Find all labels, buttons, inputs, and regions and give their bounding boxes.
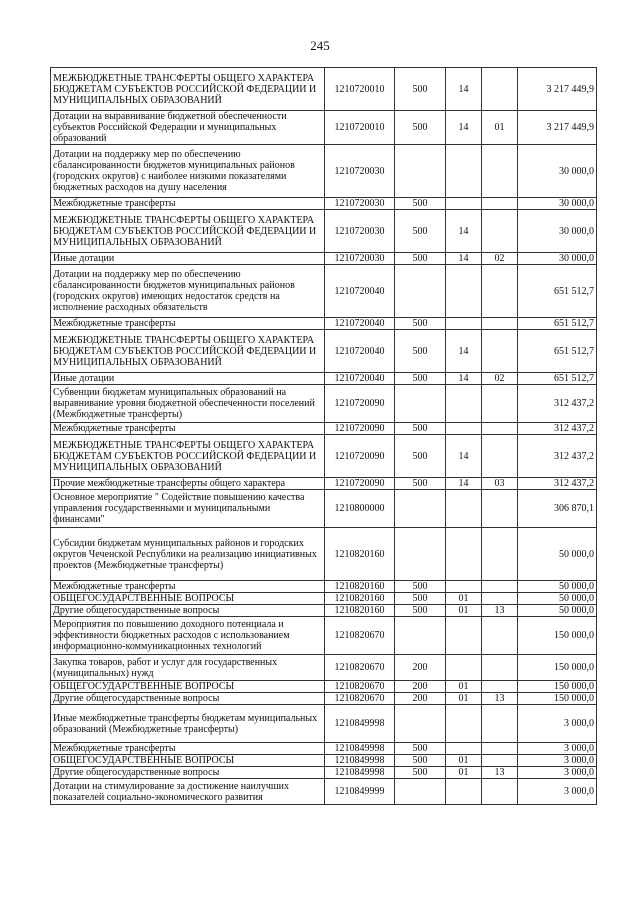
row-target-article: 1210720010	[325, 68, 395, 111]
row-target-article: 1210720090	[325, 435, 395, 478]
row-target-article: 1210720030	[325, 145, 395, 198]
row-name: ОБЩЕГОСУДАРСТВЕННЫЕ ВОПРОСЫ	[51, 755, 325, 767]
row-target-article: 1210720090	[325, 385, 395, 423]
row-expense-type: 500	[395, 755, 446, 767]
row-amount: 306 870,1	[518, 490, 597, 528]
row-name: Межбюджетные трансферты	[51, 318, 325, 330]
table-row	[51, 423, 597, 435]
row-section: 14	[446, 253, 482, 265]
table-row	[51, 593, 597, 605]
row-target-article: 1210720040	[325, 265, 395, 318]
table-row	[51, 198, 597, 210]
row-subsection: 13	[482, 605, 518, 617]
row-section: 14	[446, 478, 482, 490]
row-amount: 30 000,0	[518, 253, 597, 265]
row-expense-type	[395, 617, 446, 655]
row-subsection	[482, 528, 518, 581]
row-target-article: 1210720090	[325, 423, 395, 435]
row-subsection	[482, 318, 518, 330]
row-subsection	[482, 779, 518, 805]
row-expense-type: 500	[395, 593, 446, 605]
row-target-article: 1210720040	[325, 373, 395, 385]
table-row	[51, 581, 597, 593]
row-subsection	[482, 435, 518, 478]
row-expense-type: 500	[395, 198, 446, 210]
table-row	[51, 767, 597, 779]
row-section	[446, 423, 482, 435]
row-name: Закупка товаров, работ и услуг для государственных (муниципальных) нужд	[51, 655, 325, 681]
row-amount: 150 000,0	[518, 655, 597, 681]
row-target-article: 1210720010	[325, 111, 395, 145]
row-amount: 3 000,0	[518, 755, 597, 767]
table-row	[51, 655, 597, 681]
row-expense-type: 500	[395, 605, 446, 617]
row-expense-type: 500	[395, 210, 446, 253]
row-subsection	[482, 755, 518, 767]
row-subsection: 01	[482, 111, 518, 145]
table-row	[51, 693, 597, 705]
row-section: 01	[446, 755, 482, 767]
table-row	[51, 210, 597, 253]
row-target-article: 1210820670	[325, 681, 395, 693]
row-section	[446, 145, 482, 198]
row-subsection: 02	[482, 253, 518, 265]
row-subsection	[482, 581, 518, 593]
row-name: Иные дотации	[51, 253, 325, 265]
row-expense-type: 500	[395, 767, 446, 779]
row-name: Дотации на поддержку мер по обеспечению сбалансированности бюджетов муниципальных районов (городских округов) имеющих недостаток средств на исполнение расходных обязательств	[51, 265, 325, 318]
table-row	[51, 779, 597, 805]
table-row	[51, 681, 597, 693]
row-amount: 3 000,0	[518, 779, 597, 805]
row-expense-type: 500	[395, 373, 446, 385]
row-subsection	[482, 423, 518, 435]
row-name: Другие общегосударственные вопросы	[51, 767, 325, 779]
row-name: Межбюджетные трансферты	[51, 743, 325, 755]
table-row	[51, 617, 597, 655]
row-amount: 312 437,2	[518, 478, 597, 490]
row-amount: 312 437,2	[518, 423, 597, 435]
row-target-article: 1210849998	[325, 743, 395, 755]
row-section	[446, 655, 482, 681]
row-name: МЕЖБЮДЖЕТНЫЕ ТРАНСФЕРТЫ ОБЩЕГО ХАРАКТЕРА БЮДЖЕТАМ СУБЪЕКТОВ РОССИЙСКОЙ ФЕДЕРАЦИИ И МУНИЦИПАЛЬНЫХ ОБРАЗОВАНИЙ	[51, 68, 325, 111]
table-row	[51, 145, 597, 198]
row-amount: 3 217 449,9	[518, 111, 597, 145]
table-row	[51, 385, 597, 423]
row-amount: 3 000,0	[518, 743, 597, 755]
row-subsection	[482, 705, 518, 743]
table-row	[51, 253, 597, 265]
table-row	[51, 743, 597, 755]
row-target-article: 1210820160	[325, 593, 395, 605]
row-subsection	[482, 593, 518, 605]
row-expense-type: 500	[395, 330, 446, 373]
row-subsection	[482, 743, 518, 755]
row-subsection	[482, 265, 518, 318]
row-subsection	[482, 490, 518, 528]
budget-table-body	[51, 68, 597, 805]
row-section	[446, 490, 482, 528]
row-subsection: 03	[482, 478, 518, 490]
row-name: Межбюджетные трансферты	[51, 198, 325, 210]
row-section: 14	[446, 330, 482, 373]
row-subsection: 13	[482, 767, 518, 779]
row-section	[446, 779, 482, 805]
row-section: 14	[446, 210, 482, 253]
row-amount: 30 000,0	[518, 198, 597, 210]
table-row	[51, 111, 597, 145]
row-expense-type: 500	[395, 111, 446, 145]
row-name: ОБЩЕГОСУДАРСТВЕННЫЕ ВОПРОСЫ	[51, 681, 325, 693]
row-amount: 651 512,7	[518, 265, 597, 318]
row-amount: 150 000,0	[518, 693, 597, 705]
row-name: Иные межбюджетные трансферты бюджетам муниципальных образований (Межбюджетные трансферты)	[51, 705, 325, 743]
row-subsection	[482, 617, 518, 655]
row-name: МЕЖБЮДЖЕТНЫЕ ТРАНСФЕРТЫ ОБЩЕГО ХАРАКТЕРА БЮДЖЕТАМ СУБЪЕКТОВ РОССИЙСКОЙ ФЕДЕРАЦИИ И МУНИЦИПАЛЬНЫХ ОБРАЗОВАНИЙ	[51, 435, 325, 478]
row-amount: 150 000,0	[518, 681, 597, 693]
row-expense-type: 500	[395, 478, 446, 490]
row-expense-type: 500	[395, 318, 446, 330]
row-subsection	[482, 210, 518, 253]
table-row	[51, 265, 597, 318]
row-amount: 50 000,0	[518, 605, 597, 617]
row-target-article: 1210849998	[325, 705, 395, 743]
row-amount: 3 000,0	[518, 705, 597, 743]
row-name: Иные дотации	[51, 373, 325, 385]
row-section	[446, 385, 482, 423]
row-amount: 50 000,0	[518, 528, 597, 581]
table-row	[51, 435, 597, 478]
table-row	[51, 318, 597, 330]
row-amount: 30 000,0	[518, 210, 597, 253]
row-name: Субсидии бюджетам муниципальных районов и городских округов Чеченской Республики на реализацию инициативных проектов (Межбюджетные трансферты)	[51, 528, 325, 581]
row-subsection	[482, 330, 518, 373]
row-target-article: 1210820670	[325, 655, 395, 681]
row-name: Другие общегосударственные вопросы	[51, 605, 325, 617]
row-target-article: 1210820160	[325, 528, 395, 581]
row-expense-type: 200	[395, 655, 446, 681]
row-section: 01	[446, 767, 482, 779]
row-target-article: 1210820670	[325, 617, 395, 655]
page-number: 245	[310, 38, 330, 53]
row-section: 14	[446, 435, 482, 478]
row-section	[446, 265, 482, 318]
row-name: Дотации на поддержку мер по обеспечению сбалансированности бюджетов муниципальных районов (городских округов) с наиболее низкими показателями бюджетных расходов на душу населения	[51, 145, 325, 198]
row-target-article: 1210720030	[325, 198, 395, 210]
table-row	[51, 755, 597, 767]
budget-table	[50, 67, 597, 805]
row-subsection	[482, 198, 518, 210]
row-name: Межбюджетные трансферты	[51, 423, 325, 435]
row-section: 14	[446, 111, 482, 145]
row-section: 01	[446, 693, 482, 705]
row-amount: 30 000,0	[518, 145, 597, 198]
row-expense-type	[395, 385, 446, 423]
row-target-article: 1210849998	[325, 755, 395, 767]
row-amount: 651 512,7	[518, 330, 597, 373]
row-name: Другие общегосударственные вопросы	[51, 693, 325, 705]
row-section	[446, 705, 482, 743]
table-row	[51, 68, 597, 111]
row-subsection	[482, 385, 518, 423]
row-name: Межбюджетные трансферты	[51, 581, 325, 593]
row-subsection: 13	[482, 693, 518, 705]
row-name: МЕЖБЮДЖЕТНЫЕ ТРАНСФЕРТЫ ОБЩЕГО ХАРАКТЕРА БЮДЖЕТАМ СУБЪЕКТОВ РОССИЙСКОЙ ФЕДЕРАЦИИ И МУНИЦИПАЛЬНЫХ ОБРАЗОВАНИЙ	[51, 330, 325, 373]
row-target-article: 1210720030	[325, 210, 395, 253]
row-name: Дотации на выравнивание бюджетной обеспеченности субъектов Российской Федерации и муниципальных образований	[51, 111, 325, 145]
row-name: Основное мероприятие " Содействие повышению качества управления государственными и муниципальными финансами"	[51, 490, 325, 528]
row-amount: 50 000,0	[518, 593, 597, 605]
row-target-article: 1210720090	[325, 478, 395, 490]
row-section	[446, 617, 482, 655]
row-expense-type: 200	[395, 693, 446, 705]
row-expense-type: 200	[395, 681, 446, 693]
row-name: Субвенции бюджетам муниципальных образований на выравнивание уровня бюджетной обеспеченности поселений (Межбюджетные трансферты)	[51, 385, 325, 423]
row-expense-type: 500	[395, 743, 446, 755]
row-expense-type	[395, 265, 446, 318]
row-section	[446, 581, 482, 593]
row-name: Прочие межбюджетные трансферты общего характера	[51, 478, 325, 490]
row-name: Дотации на стимулирование за достижение наилучших показателей социально-экономического развития	[51, 779, 325, 805]
row-expense-type: 500	[395, 435, 446, 478]
table-row	[51, 490, 597, 528]
table-row	[51, 373, 597, 385]
row-expense-type	[395, 528, 446, 581]
row-section: 01	[446, 593, 482, 605]
row-subsection	[482, 655, 518, 681]
row-amount: 50 000,0	[518, 581, 597, 593]
row-expense-type: 500	[395, 253, 446, 265]
row-subsection	[482, 681, 518, 693]
row-amount: 651 512,7	[518, 373, 597, 385]
table-row	[51, 705, 597, 743]
row-subsection	[482, 68, 518, 111]
row-target-article: 1210820670	[325, 693, 395, 705]
row-expense-type	[395, 490, 446, 528]
row-section: 14	[446, 373, 482, 385]
row-amount: 3 000,0	[518, 767, 597, 779]
row-target-article: 1210849998	[325, 767, 395, 779]
row-amount: 312 437,2	[518, 435, 597, 478]
table-row	[51, 528, 597, 581]
table-row	[51, 605, 597, 617]
row-section: 01	[446, 681, 482, 693]
row-target-article: 1210820160	[325, 605, 395, 617]
row-target-article: 1210849999	[325, 779, 395, 805]
row-expense-type: 500	[395, 423, 446, 435]
row-expense-type	[395, 705, 446, 743]
row-subsection	[482, 145, 518, 198]
row-target-article: 1210720040	[325, 330, 395, 373]
row-expense-type	[395, 779, 446, 805]
row-section: 01	[446, 605, 482, 617]
row-amount: 651 512,7	[518, 318, 597, 330]
row-target-article: 1210720030	[325, 253, 395, 265]
row-section: 14	[446, 68, 482, 111]
row-target-article: 1210720040	[325, 318, 395, 330]
row-name: МЕЖБЮДЖЕТНЫЕ ТРАНСФЕРТЫ ОБЩЕГО ХАРАКТЕРА БЮДЖЕТАМ СУБЪЕКТОВ РОССИЙСКОЙ ФЕДЕРАЦИИ И МУНИЦИПАЛЬНЫХ ОБРАЗОВАНИЙ	[51, 210, 325, 253]
row-target-article: 1210820160	[325, 581, 395, 593]
row-amount: 150 000,0	[518, 617, 597, 655]
row-subsection: 02	[482, 373, 518, 385]
row-expense-type: 500	[395, 68, 446, 111]
row-section	[446, 198, 482, 210]
row-target-article: 1210800000	[325, 490, 395, 528]
table-row	[51, 478, 597, 490]
row-amount: 3 217 449,9	[518, 68, 597, 111]
row-name: ОБЩЕГОСУДАРСТВЕННЫЕ ВОПРОСЫ	[51, 593, 325, 605]
row-expense-type	[395, 145, 446, 198]
row-amount: 312 437,2	[518, 385, 597, 423]
row-section	[446, 743, 482, 755]
row-section	[446, 528, 482, 581]
row-expense-type: 500	[395, 581, 446, 593]
row-name: Мероприятия по повышению доходного потенциала и эффективности бюджетных расходов с использованием информационно-коммуникационных технологий	[51, 617, 325, 655]
row-section	[446, 318, 482, 330]
table-row	[51, 330, 597, 373]
